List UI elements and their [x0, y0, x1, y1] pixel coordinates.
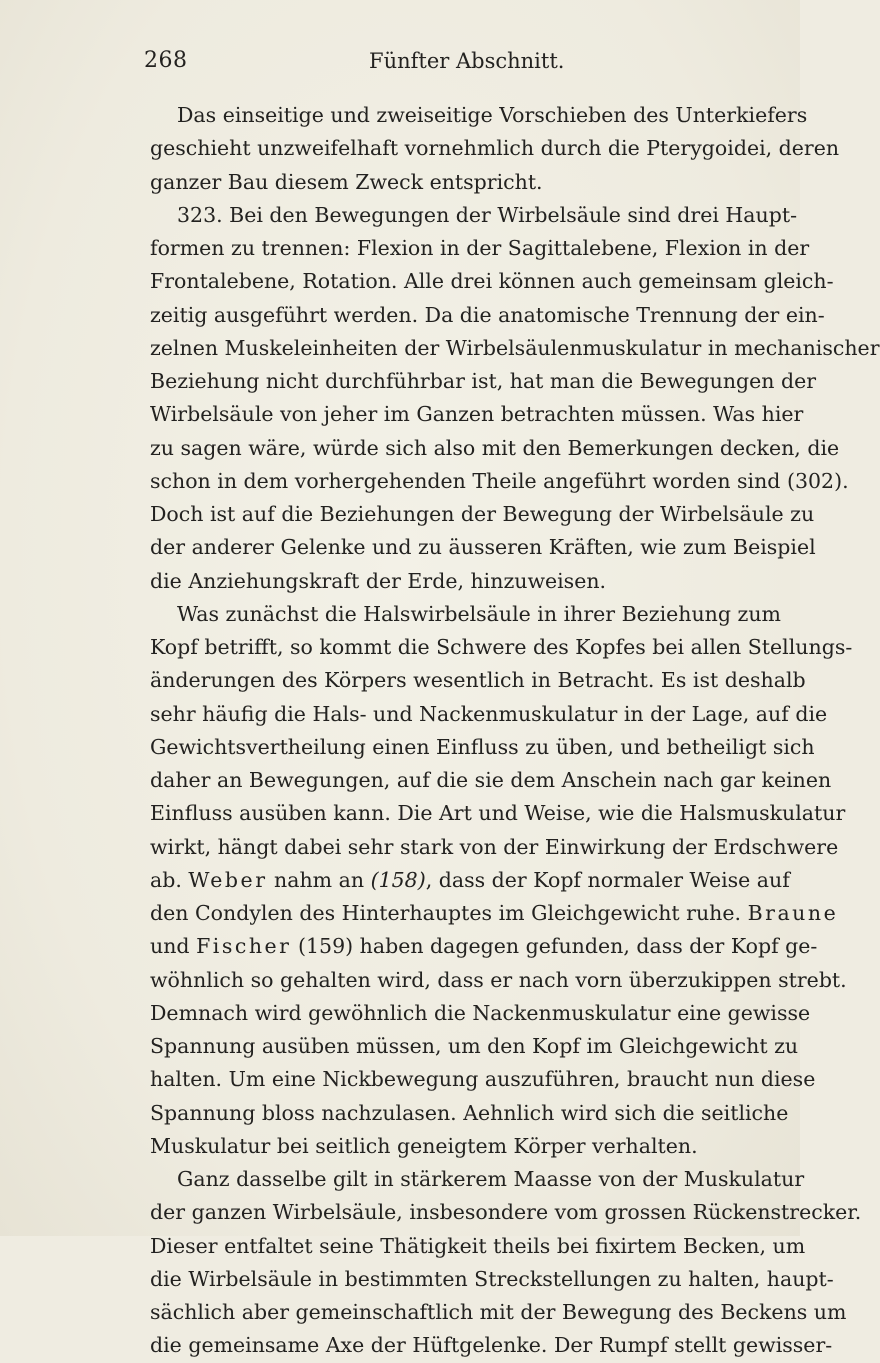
text-line: Beziehung nicht durchführbar ist, hat man die Bewegungen der — [150, 369, 817, 393]
text-line: zu sagen wäre, würde sich also mit den Bemerkungen decken, die — [150, 435, 840, 460]
author-name-braune: Braune — [747, 901, 839, 925]
text-fragment: ab. — [150, 867, 182, 892]
text-fragment: (159) haben dagegen gefunden, dass der Kopf ge- — [298, 934, 818, 959]
text-fragment: und — [150, 934, 190, 959]
text-line: zeitig ausgeführt werden. Da die anatomische Trennung der ein- — [150, 302, 825, 327]
text-line: der anderer Gelenke und zu äusseren Kräften, wie zum Beispiel — [150, 535, 816, 560]
text-line: geschieht unzweifelhaft vornehmlich durch die Pterygoidei, deren — [150, 136, 840, 161]
text-line — [150, 864, 790, 897]
text-line: ganzer Bau diesem Zweck entspricht. — [150, 169, 543, 194]
text-line: Muskulatur bei seitlich geneigtem Körper verhalten. — [150, 1133, 698, 1158]
text-line: daher an Bewegungen, auf die sie dem Anschein nach gar keinen — [150, 768, 832, 792]
text-line: schon in dem vorhergehenden Theile angeführt worden sind (302). — [150, 468, 849, 493]
author-name-fischer: Fischer — [196, 934, 292, 959]
citation-reference: (158) — [370, 867, 426, 892]
text-line: Das einseitige und zweiseitige Vorschieben des Unterkiefers — [177, 103, 808, 127]
text-line: die Anziehungskraft der Erde, hinzuweisen. — [150, 568, 607, 593]
text-line: Was zunächst die Halswirbelsäule in ihrer Beziehung zum — [177, 601, 781, 626]
text-line: Kopf betrifft, so kommt die Schwere des Kopfes bei allen Stellungs- — [150, 635, 853, 659]
text-line: Dieser entfaltet seine Thätigkeit theils bei fixirtem Becken, um — [150, 1233, 806, 1258]
text-line: Frontalebene, Rotation. Alle drei können auch gemeinsam gleich- — [150, 269, 834, 294]
text-line: formen zu trennen: Flexion in der Sagittalebene, Flexion in der — [150, 236, 810, 260]
text-line: Ganz dasselbe gilt in stärkerem Maasse von der Muskulatur — [177, 1167, 805, 1191]
text-line: Wirbelsäule von jeher im Ganzen betrachten müssen. Was hier — [150, 402, 804, 427]
author-name-weber: Weber — [188, 867, 268, 892]
text-line: Spannung bloss nachzulasen. Aehnlich wird sich die seitliche — [150, 1100, 789, 1125]
text-line: änderungen des Körpers wesentlich in Betracht. Es ist deshalb — [150, 668, 806, 693]
text-line: wirkt, hängt dabei sehr stark von der Einwirkung der Erdschwere — [150, 834, 839, 859]
text-line: sächlich aber gemeinschaftlich mit der Bewegung des Beckens um — [150, 1300, 847, 1324]
body-text — [150, 99, 880, 1363]
text-line: Demnach wird gewöhnlich die Nackenmuskulatur eine gewisse — [150, 1000, 811, 1025]
text-line: Spannung ausüben müssen, um den Kopf im Gleichgewicht zu — [150, 1034, 799, 1058]
page-number: 268 — [144, 48, 188, 73]
text-line — [150, 930, 818, 963]
text-line: der ganzen Wirbelsäule, insbesondere vom grossen Rückenstrecker. — [150, 1200, 862, 1225]
text-fragment: , dass der Kopf normaler Weise auf — [425, 867, 790, 892]
text-fragment: nahm an — [274, 867, 365, 892]
page-header — [144, 46, 720, 82]
text-line — [150, 897, 839, 930]
text-line: 323. Bei den Bewegungen der Wirbelsäule sind drei Haupt- — [177, 202, 798, 227]
text-line: zelnen Muskeleinheiten der Wirbelsäulenmuskulatur in mechanischer — [150, 335, 880, 360]
running-title: Fünfter Abschnitt. — [369, 49, 565, 73]
text-line: Gewichtsvertheilung einen Einfluss zu üben, und betheiligt sich — [150, 734, 815, 759]
text-line: die Wirbelsäule in bestimmten Streckstellungen zu halten, haupt- — [150, 1266, 834, 1291]
text-line: Einfluss ausüben kann. Die Art und Weise, wie die Halsmuskulatur — [150, 801, 846, 826]
text-line: Doch ist auf die Beziehungen der Bewegung der Wirbelsäule zu — [150, 502, 815, 526]
text-line: die gemeinsame Axe der Hüftgelenke. Der Rumpf stellt gewisser- — [150, 1333, 833, 1358]
text-line: halten. Um eine Nickbewegung auszuführen, braucht nun diese — [150, 1067, 816, 1092]
text-fragment: den Condylen des Hinterhauptes im Gleichgewicht ruhe. — [150, 901, 742, 925]
text-line: wöhnlich so gehalten wird, dass er nach vorn überzukippen strebt. — [150, 967, 847, 992]
text-line: sehr häufig die Hals- und Nackenmuskulatur in der Lage, auf die — [150, 701, 828, 726]
